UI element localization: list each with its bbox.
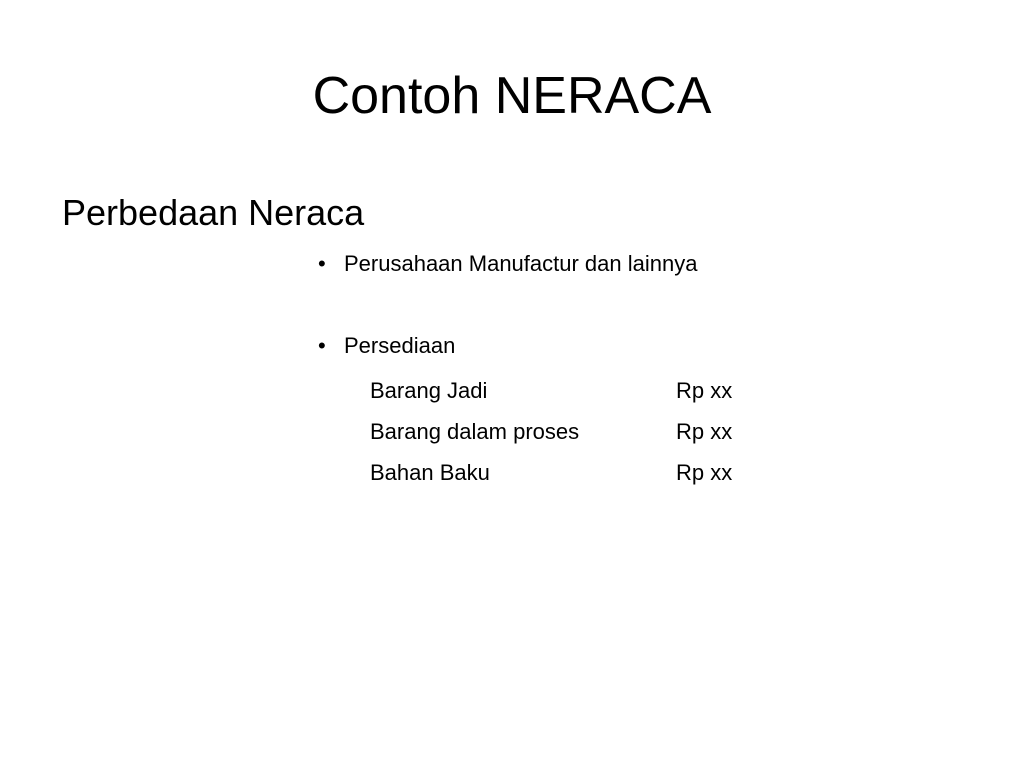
bullet-spacer [318,280,697,330]
bullet-item [318,248,697,280]
inventory-item: Bahan Baku [370,459,490,485]
slide-title: Contoh NERACA [312,67,712,125]
bullet-icon: • [318,251,326,276]
bullet-icon: • [318,333,326,358]
inventory-item: Barang dalam proses [370,418,580,444]
inventory-amount: Rp xx [676,377,733,403]
bullet-text: Persediaan [344,333,456,358]
bullet-list [318,248,697,362]
inventory-item: Barang Jadi [370,377,488,403]
inventory-amount: Rp xx [676,418,733,444]
table-row [370,370,732,411]
slide-subtitle: Perbedaan Neraca [62,192,365,233]
table-row [370,452,732,493]
inventory-amount: Rp xx [676,459,733,485]
table-row [370,411,732,452]
bullet-text: Perusahaan Manufactur dan lainnya [344,251,698,276]
inventory-table [370,370,732,493]
bullet-item [318,330,697,362]
